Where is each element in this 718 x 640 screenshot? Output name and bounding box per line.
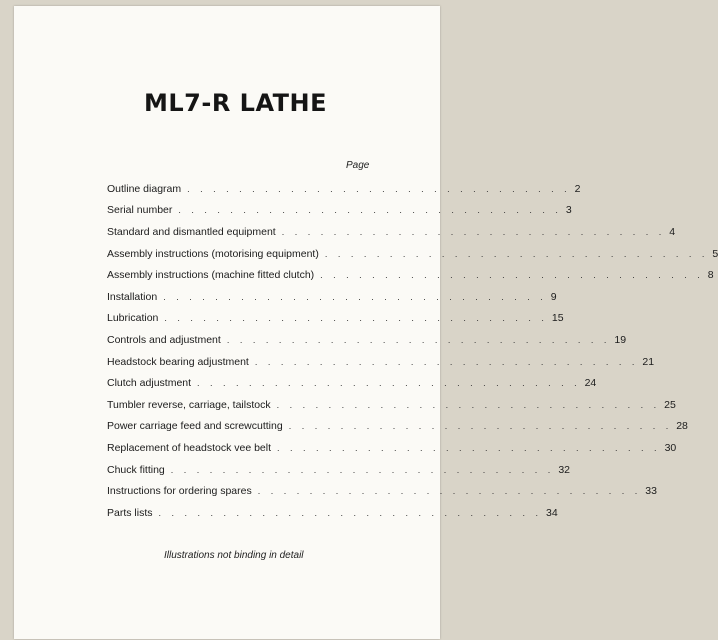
toc-entry (107, 351, 655, 373)
toc-entry-title: Instructions for ordering spares (107, 485, 252, 498)
toc-leader-dots: . . . . . . . . . . . . . . . . . . . . . . . . . . . . . . (226, 334, 611, 345)
toc-leader-dots: . . . . . . . . . . . . . . . . . . . . . . . . . . . . . . (320, 270, 704, 281)
page-column-heading: Page (346, 160, 370, 171)
document-page (14, 6, 718, 639)
toc-entry (107, 437, 677, 459)
toc-entry-page: 33 (645, 485, 657, 498)
toc-entry-title: Assembly instructions (motorising equipment) (107, 247, 319, 260)
toc-entry (107, 416, 688, 438)
toc-entry-title: Parts lists (107, 506, 153, 519)
toc-entry-page: 5 (712, 247, 718, 260)
toc-entry (107, 286, 557, 308)
toc-leader-dots: . . . . . . . . . . . . . . . . . . . . . . . . . . . . . . (288, 421, 673, 432)
toc-leader-dots: . . . . . . . . . . . . . . . . . . . . . . . . . . . . . . (158, 507, 543, 518)
toc-entry-page: 32 (558, 463, 570, 476)
toc-entry-page: 8 (707, 269, 714, 282)
toc-leader-dots: . . . . . . . . . . . . . . . . . . . . . . . . . . . . . . (170, 464, 555, 475)
toc-leader-dots: . . . . . . . . . . . . . . . . . . . . . . . . . . . . . . (277, 442, 661, 453)
toc-entry-title: Clutch adjustment (107, 377, 192, 390)
toc-entry-page: 19 (614, 333, 627, 346)
toc-entry-page: 28 (676, 420, 688, 433)
toc-leader-dots: . . . . . . . . . . . . . . . . . . . . . . . . . . . . . . (178, 205, 562, 216)
toc-leader-dots: . . . . . . . . . . . . . . . . . . . . . . . . . . . . . . (257, 486, 642, 497)
toc-leader-dots: . . . . . . . . . . . . . . . . . . . . . . . . . . . . . . (281, 226, 666, 237)
toc-entry-title: Headstock bearing adjustment (107, 355, 249, 368)
toc-entry-title: Standard and dismantled equipment (107, 225, 276, 238)
toc-entry-page: 34 (546, 506, 558, 519)
toc-entry-title: Replacement of headstock vee belt (107, 441, 272, 454)
toc-entry-title: Installation (107, 290, 158, 303)
toc-leader-dots: . . . . . . . . . . . . . . . . . . . . . . . . . . . . . . (254, 356, 639, 367)
toc-entry-page: 2 (574, 182, 581, 195)
document-title: ML7-R LATHE (144, 89, 328, 117)
toc-entry-title: Outline diagram (107, 182, 182, 195)
toc-entry (107, 459, 570, 481)
toc-entry-title: Serial number (107, 204, 173, 217)
footnote: Illustrations not binding in detail (164, 550, 304, 561)
toc-entry (107, 243, 718, 265)
toc-entry (107, 372, 597, 394)
toc-entry-page: 4 (669, 225, 676, 238)
toc-entry (107, 264, 714, 286)
toc-entry-title: Lubrication (107, 312, 159, 325)
toc-leader-dots: . . . . . . . . . . . . . . . . . . . . . . . . . . . . . . (187, 183, 571, 194)
toc-leader-dots: . . . . . . . . . . . . . . . . . . . . . . . . . . . . . . (197, 378, 581, 389)
toc-entry (107, 308, 564, 330)
toc-entry-page: 9 (550, 290, 557, 303)
toc-entry-page: 25 (664, 398, 676, 411)
toc-entry (107, 502, 558, 524)
toc-entry-page: 15 (551, 312, 564, 325)
toc-entry (107, 480, 657, 502)
toc-entry-page: 24 (584, 377, 597, 390)
toc-entry-page: 21 (642, 355, 655, 368)
toc-leader-dots: . . . . . . . . . . . . . . . . . . . . . . . . . . . . . . (163, 291, 547, 302)
toc-entry-title: Power carriage feed and screwcutting (107, 420, 283, 433)
toc-entry-title: Chuck fitting (107, 463, 165, 476)
toc-entry-title: Assembly instructions (machine fitted clutch) (107, 269, 315, 282)
toc-entry-title: Controls and adjustment (107, 333, 221, 346)
toc-entry (107, 394, 676, 416)
toc-entry-page: 3 (565, 204, 572, 217)
toc-entry (107, 221, 676, 243)
toc-leader-dots: . . . . . . . . . . . . . . . . . . . . . . . . . . . . . . (276, 399, 661, 410)
toc-entry-title: Tumbler reverse, carriage, tailstock (107, 398, 271, 411)
toc-entry (107, 178, 581, 200)
toc-entry (107, 329, 627, 351)
toc-leader-dots: . . . . . . . . . . . . . . . . . . . . . . . . . . . . . . (164, 313, 548, 324)
table-of-contents (107, 178, 718, 524)
toc-entry (107, 200, 572, 222)
toc-leader-dots: . . . . . . . . . . . . . . . . . . . . . . . . . . . . . . (324, 248, 709, 259)
toc-entry-page: 30 (664, 441, 677, 454)
